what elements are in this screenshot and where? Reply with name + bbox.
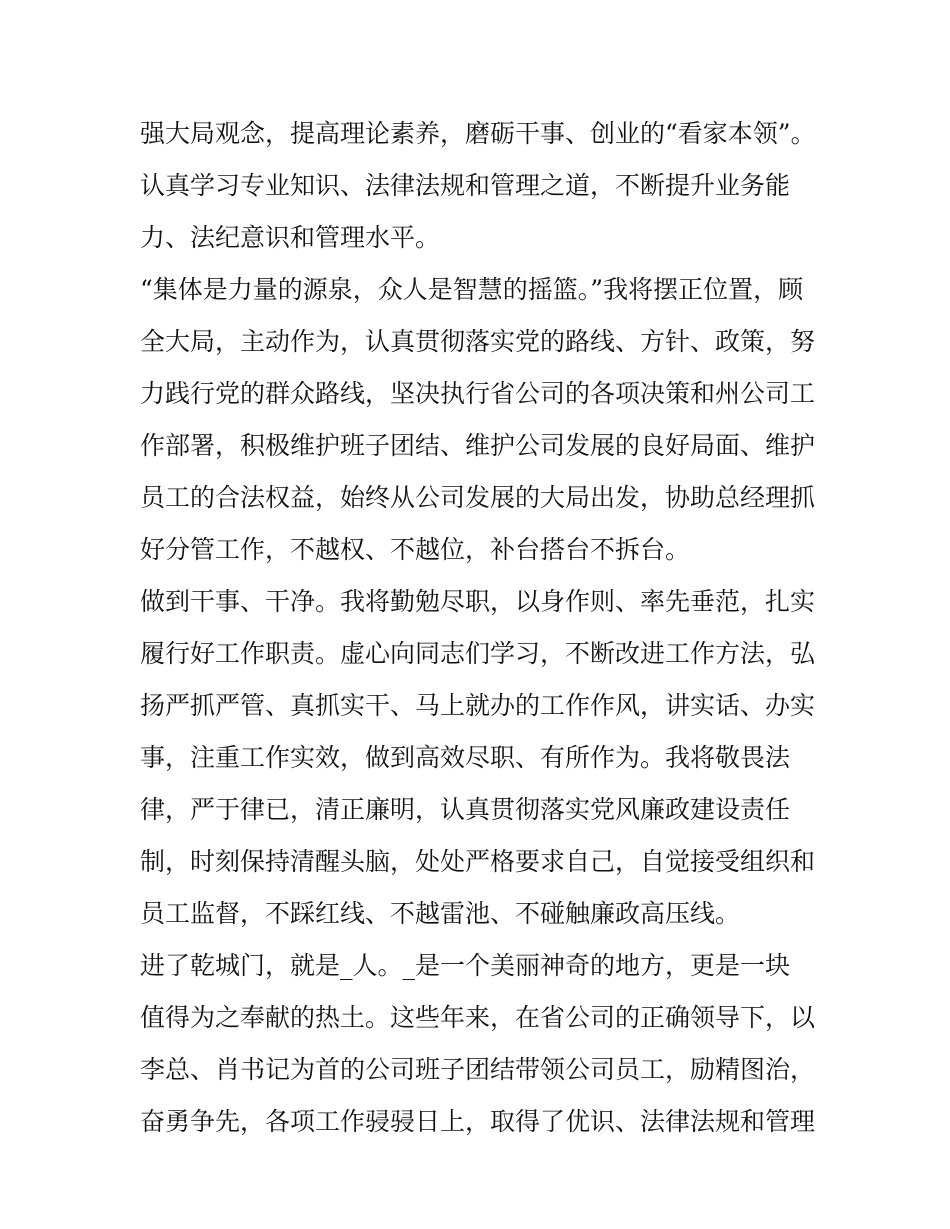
text-line-19: 李总、肖书记为首的公司班子团结带领公司员工，励精图治， (140, 1055, 816, 1084)
text-line-13: 事，注重工作实效，做到高效尽职、有所作为。我将敬畏法 (140, 743, 791, 772)
text-line-9: 好分管工作，不越权、不越位，补台搭台不拆台。 (140, 535, 691, 564)
text-line-8: 员工的合法权益，始终从公司发展的大局出发，协助总经理抓 (140, 483, 816, 512)
text-line-20: 奋勇争先，各项工作骎骎日上，取得了优识、法律法规和管理 (140, 1107, 816, 1136)
text-line-5: 全大局，主动作为，认真贯彻落实党的路线、方针、政策，努 (140, 327, 816, 356)
text-line-4: “集体是力量的源泉，众人是智慧的摇篮。”我将摆正位置，顾 (140, 275, 804, 304)
body-text (140, 108, 820, 1148)
text-line-12: 扬严抓严管、真抓实干、马上就办的工作作风，讲实话、办实 (140, 691, 816, 720)
text-line-3: 力、法纪意识和管理水平。 (140, 223, 441, 252)
text-line-16: 员工监督，不踩红线、不越雷池、不碰触廉政高压线。 (140, 899, 741, 928)
text-line-11: 履行好工作职责。虚心向同志们学习，不断改进工作方法，弘 (140, 639, 816, 668)
text-line-6: 力践行党的群众路线，坚决执行省公司的各项决策和州公司工 (140, 379, 816, 408)
text-line-17: 进了乾城门，就是_人。_是一个美丽神奇的地方，更是一块 (140, 951, 791, 980)
text-line-10: 做到干事、干净。我将勤勉尽职，以身作则、率先垂范，扎实 (140, 587, 816, 616)
text-line-14: 律，严于律已，清正廉明，认真贯彻落实党风廉政建设责任 (140, 795, 791, 824)
text-line-15: 制，时刻保持清醒头脑，处处严格要求自己，自觉接受组织和 (140, 847, 816, 876)
text-line-18: 值得为之奉献的热土。这些年来，在省公司的正确领导下，以 (140, 1003, 816, 1032)
text-line-1: 强大局观念，提高理论素养，磨砺干事、创业的“看家本领”。 (140, 119, 816, 148)
text-line-2: 认真学习专业知识、法律法规和管理之道，不断提升业务能 (140, 171, 791, 200)
text-line-7: 作部署，积极维护班子团结、维护公司发展的良好局面、维护 (140, 431, 816, 460)
